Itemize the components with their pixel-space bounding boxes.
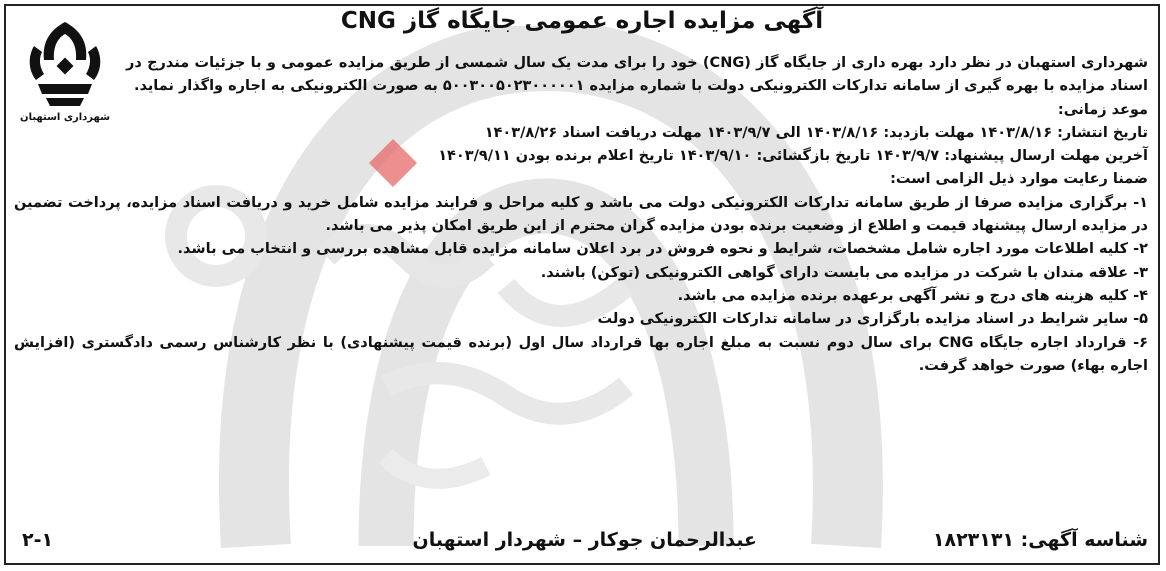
schedule-heading: موعد زمانی: (1057, 101, 1148, 118)
condition-item: ۶- قرارداد اجاره جایگاه CNG برای سال دوم نسبت به مبلغ اجاره بها قرارداد سال اول (برنده قیمت پیشنهادی) با نظر کارشناس رسمی دادگستری (افزایش اجاره بهاء) صورت خواهد گرفت. (14, 334, 1148, 374)
ad-footer (12, 529, 1152, 557)
condition-item: ۵- سایر شرایط در اسناد مزایده بارگزاری در سامانه تدارکات الکترونیکی دولت (597, 311, 1148, 328)
ad-body (14, 52, 1148, 378)
conditions-heading: ضمنا رعایت موارد ذیل الزامی است: (890, 171, 1148, 188)
schedule-line-1: تاریخ انتشار: ۱۴۰۳/۸/۱۶ مهلت بازدید: ۱۴۰۳/۸/۱۶ الی ۱۴۰۳/۹/۷ مهلت دریافت اسناد ۱۴۰۳/۸/۲۶ (484, 124, 1148, 141)
ad-frame (4, 4, 1160, 565)
intro-paragraph: شهرداری استهبان در نظر دارد بهره داری از جایگاه گاز (CNG) خود را برای مدت یک سال شمسی از طریق مزایده عمومی و با جزئیات مندرج در اسناد مزایده با بهره گیری از سامانه تدارکات الکترونیکی دولت با شماره مزایده ۵۰۰۳۰۰۵۰۲۳۰۰۰۰۰۱ به صورت الکترونیکی به اجاره واگذار نماید. (126, 55, 1148, 95)
logo-caption: شهرداری استهبان (20, 112, 110, 123)
signature: عبدالرحمان جوکار – شهردار استهبان (412, 529, 757, 551)
page-indicator: ۲-۱ (22, 529, 54, 551)
condition-item: ۴- کلیه هزینه های درج و نشر آگهی برعهده برنده مزایده می باشد. (677, 287, 1148, 304)
condition-item: ۲- کلیه اطلاعات مورد اجاره شامل مشخصات، شرایط و نحوه فروش در برد اعلان سامانه مزایده قابل مشاهده بررسی و انتخاب می باشد. (177, 241, 1148, 258)
condition-item: ۱- برگزاری مزایده صرفا از طریق سامانه تدارکات الکترونیکی دولت می باشد و کلیه مراحل و فرایند مزایده شامل خرید و دریافت اسناد مزایده، پرداخت تضمین در مزایده ارسال پیشنهاد قیمت و اطلاع از وضعیت برنده بودن مزایده گران محترم از این طریق امکان پذیر می باشد. (14, 194, 1148, 235)
schedule-line-2: آخرین مهلت ارسال پیشنهاد: ۱۴۰۳/۹/۷ تاریخ بازگشائی: ۱۴۰۳/۹/۱۰ تاریخ اعلام برنده بودن ۱۴۰۳/۹/۱۱ (438, 148, 1148, 165)
ad-title: آگهی مزایده اجاره عمومی جایگاه گاز CNG (340, 8, 824, 34)
condition-item: ۳- علاقه مندان با شرکت در مزایده می بایست دارای گواهی الکترونیکی (توکن) باشند. (540, 264, 1148, 281)
ad-id: شناسه آگهی: ۱۸۲۳۱۳۱ (932, 529, 1148, 551)
